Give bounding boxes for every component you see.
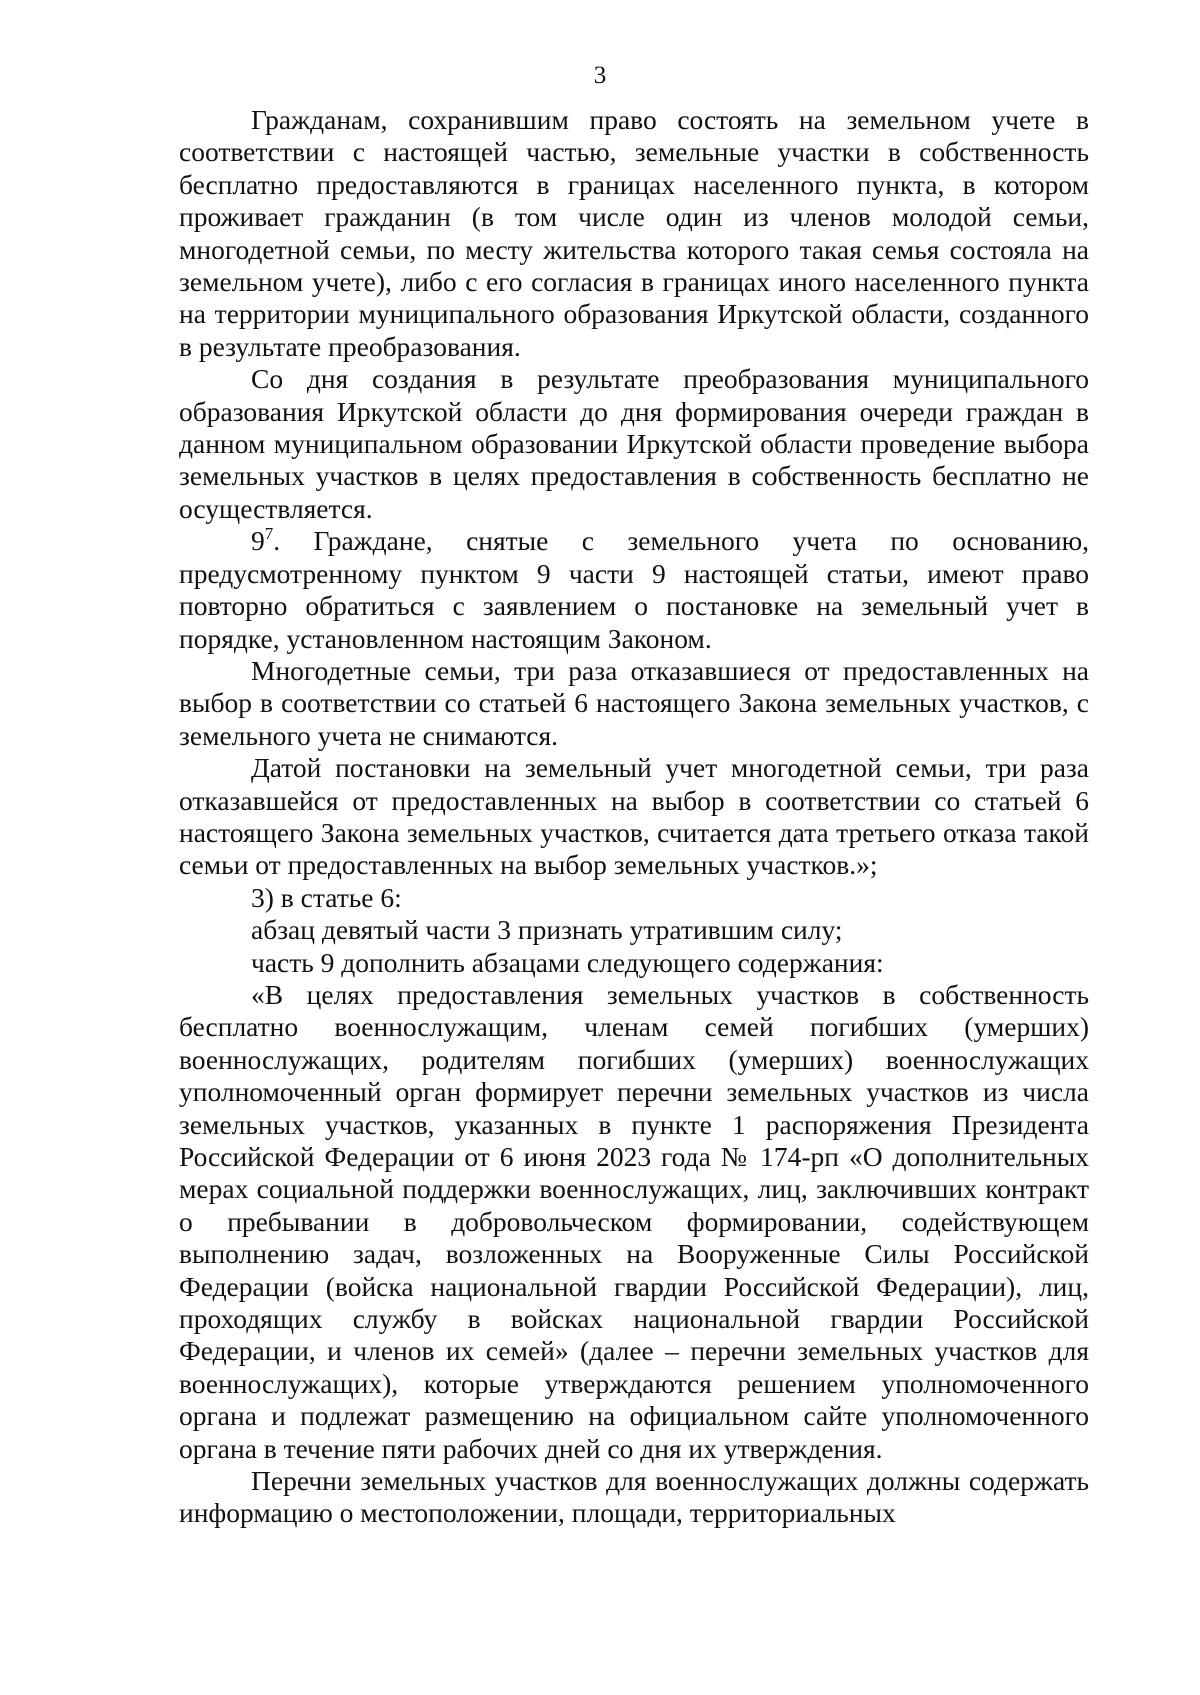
paragraph: 3) в статье 6: (251, 881, 402, 913)
document-body (179, 104, 1089, 1530)
paragraph: Гражданам, сохранившим право состоять на земельном учете в соответствии с настоящей частью, земельные участки в собственность бесплатно предоставляются в границах населенного пункта, в котором проживает гражданин (в том числе один из членов молодой семьи, многодетной семьи, по месту жительства которого такая семья состояла на земельном учете), либо с его согласия в границах иного населенного пункта на территории муниципального образования Иркутской области, созданного в результате преобразования. (179, 104, 1089, 362)
paragraph: абзац девятый части 3 признать утратившим силу; (251, 914, 843, 946)
paragraph: «В целях предоставления земельных участков в собственность бесплатно военнослужащим, членам семей погибших (умерших) военнослужащих, родителям погибших (умерших) военнослужащих уполномоченный орган формирует перечни земельных участков из числа земельных участков, указанных в пункте 1 распоряжения Президента Российской Федерации от 6 июня 2023 года № 174-рп «О дополнительных мерах социальной поддержки военнослужащих, лиц, заключивших контракт о пребывании в добровольческом формировании, содействующем выполнению задач, возложенных на Вооруженные Силы Российской Федерации (войска национальной гвардии Российской Федерации), лиц, проходящих службу в войсках национальной гвардии Российской Федерации, и членов их семей» (далее – перечни земельных участков для военнослужащих), которые утверждаются решением уполномоченного органа и подлежат размещению на официальном сайте уполномоченного органа в течение пяти рабочих дней со дня их утверждения. (179, 978, 1089, 1464)
paragraph: Многодетные семьи, три раза отказавшиеся от предоставленных на выбор в соответствии со статьей 6 настоящего Закона земельных участков, с земельного учета не снимаются. (179, 654, 1089, 751)
item-number: 9 (251, 525, 265, 557)
page-number: 3 (593, 62, 607, 89)
paragraph: часть 9 дополнить абзацами следующего содержания: (251, 946, 884, 978)
paragraph-item-9-7 (179, 525, 1089, 655)
paragraph: Датой постановки на земельный учет многодетной семьи, три раза отказавшейся от предоставленных на выбор в соответствии со статьей 6 настоящего Закона земельных участков, считается дата третьего отказа такой семьи от предоставленных на выбор земельных участков.»; (179, 752, 1089, 881)
item-text: . Граждане, снятые с земельного учета по основанию, предусмотренному пунктом 9 части 9 настоящей статьи, имеют право повторно обратиться с заявлением о постановке на земельный учет в порядке, установленном настоящим Законом. (179, 525, 1089, 654)
paragraph: Со дня создания в результате преобразования муниципального образования Иркутской области до дня формирования очереди граждан в данном муниципальном образовании Иркутской области проведение выбора земельных участков в целях предоставления в собственность бесплатно не осуществляется. (179, 363, 1089, 524)
paragraph: Перечни земельных участков для военнослужащих должны содержать информацию о местоположении, площади, территориальных (179, 1465, 1089, 1529)
item-superscript: 7 (264, 524, 274, 544)
